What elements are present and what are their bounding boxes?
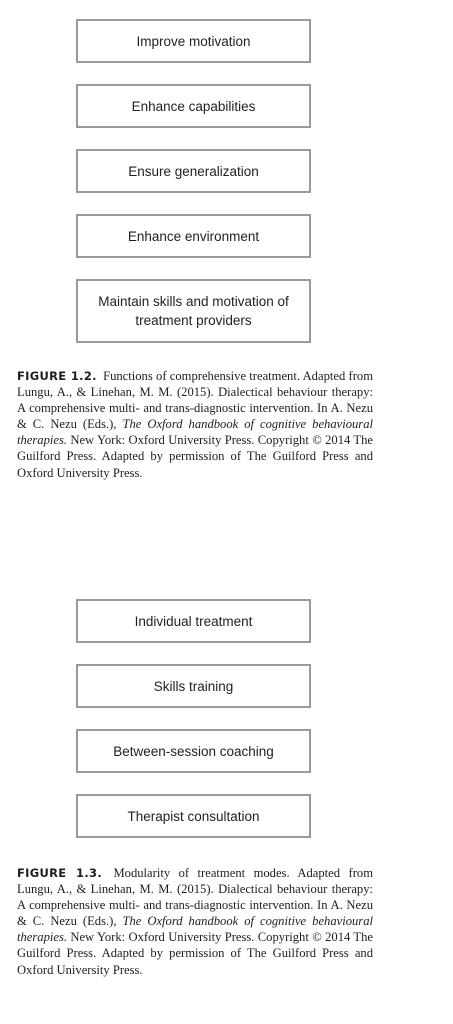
mode-box-between-session-coaching: Between-session coaching (76, 729, 311, 773)
mode-box-skills-training: Skills training (76, 664, 311, 708)
figure-1-3-caption-text: Modularity of treatment modes. Adapted from Lungu, A., & Linehan, M. M. (2015). Dialectical behaviour therapy: A comprehensive multi- and trans-diagnostic intervention. In A. Nezu & C. Nezu (Eds.), (17, 866, 373, 929)
mode-box-therapist-consultation: Therapist consultation (76, 794, 311, 838)
figure-1-2-caption-text: Functions of comprehensive treatment. Adapted from Lungu, A., & Linehan, M. M. (2015). Dialectical behaviour therapy: A comprehensive multi- and trans-diagnostic intervention. In A. Nezu & C. Nezu (Eds.), (17, 369, 373, 432)
figure-1-3-label: FIGURE 1.3. (17, 866, 102, 880)
function-box-enhance-environment: Enhance environment (76, 214, 311, 258)
figure-1-2-label: FIGURE 1.2. (17, 369, 97, 383)
figure-1-2-caption (17, 368, 373, 481)
function-box-ensure-generalization: Ensure generalization (76, 149, 311, 193)
mode-box-individual-treatment: Individual treatment (76, 599, 311, 643)
figure-1-3-caption-copyright: New York: Oxford University Press. Copyright © 2014 The Guilford Press. Adapted by permission of The Guilford Press and Oxford University Press. (17, 930, 373, 977)
function-box-enhance-capabilities: Enhance capabilities (76, 84, 311, 128)
figure-1-3-caption (17, 865, 373, 978)
function-box-maintain-skills: Maintain skills and motivation of treatment providers (76, 279, 311, 343)
figure-1-2-book-title: The Oxford handbook of cognitive behavioural therapies. (17, 417, 374, 448)
figure-1-3-book-title: The Oxford handbook of cognitive behavioural therapies. (17, 914, 374, 945)
figure-1-2-caption-copyright: New York: Oxford University Press. Copyright © 2014 The Guilford Press. Adapted by permission of The Guilford Press and Oxford University Press. (17, 433, 373, 480)
function-box-improve-motivation: Improve motivation (76, 19, 311, 63)
